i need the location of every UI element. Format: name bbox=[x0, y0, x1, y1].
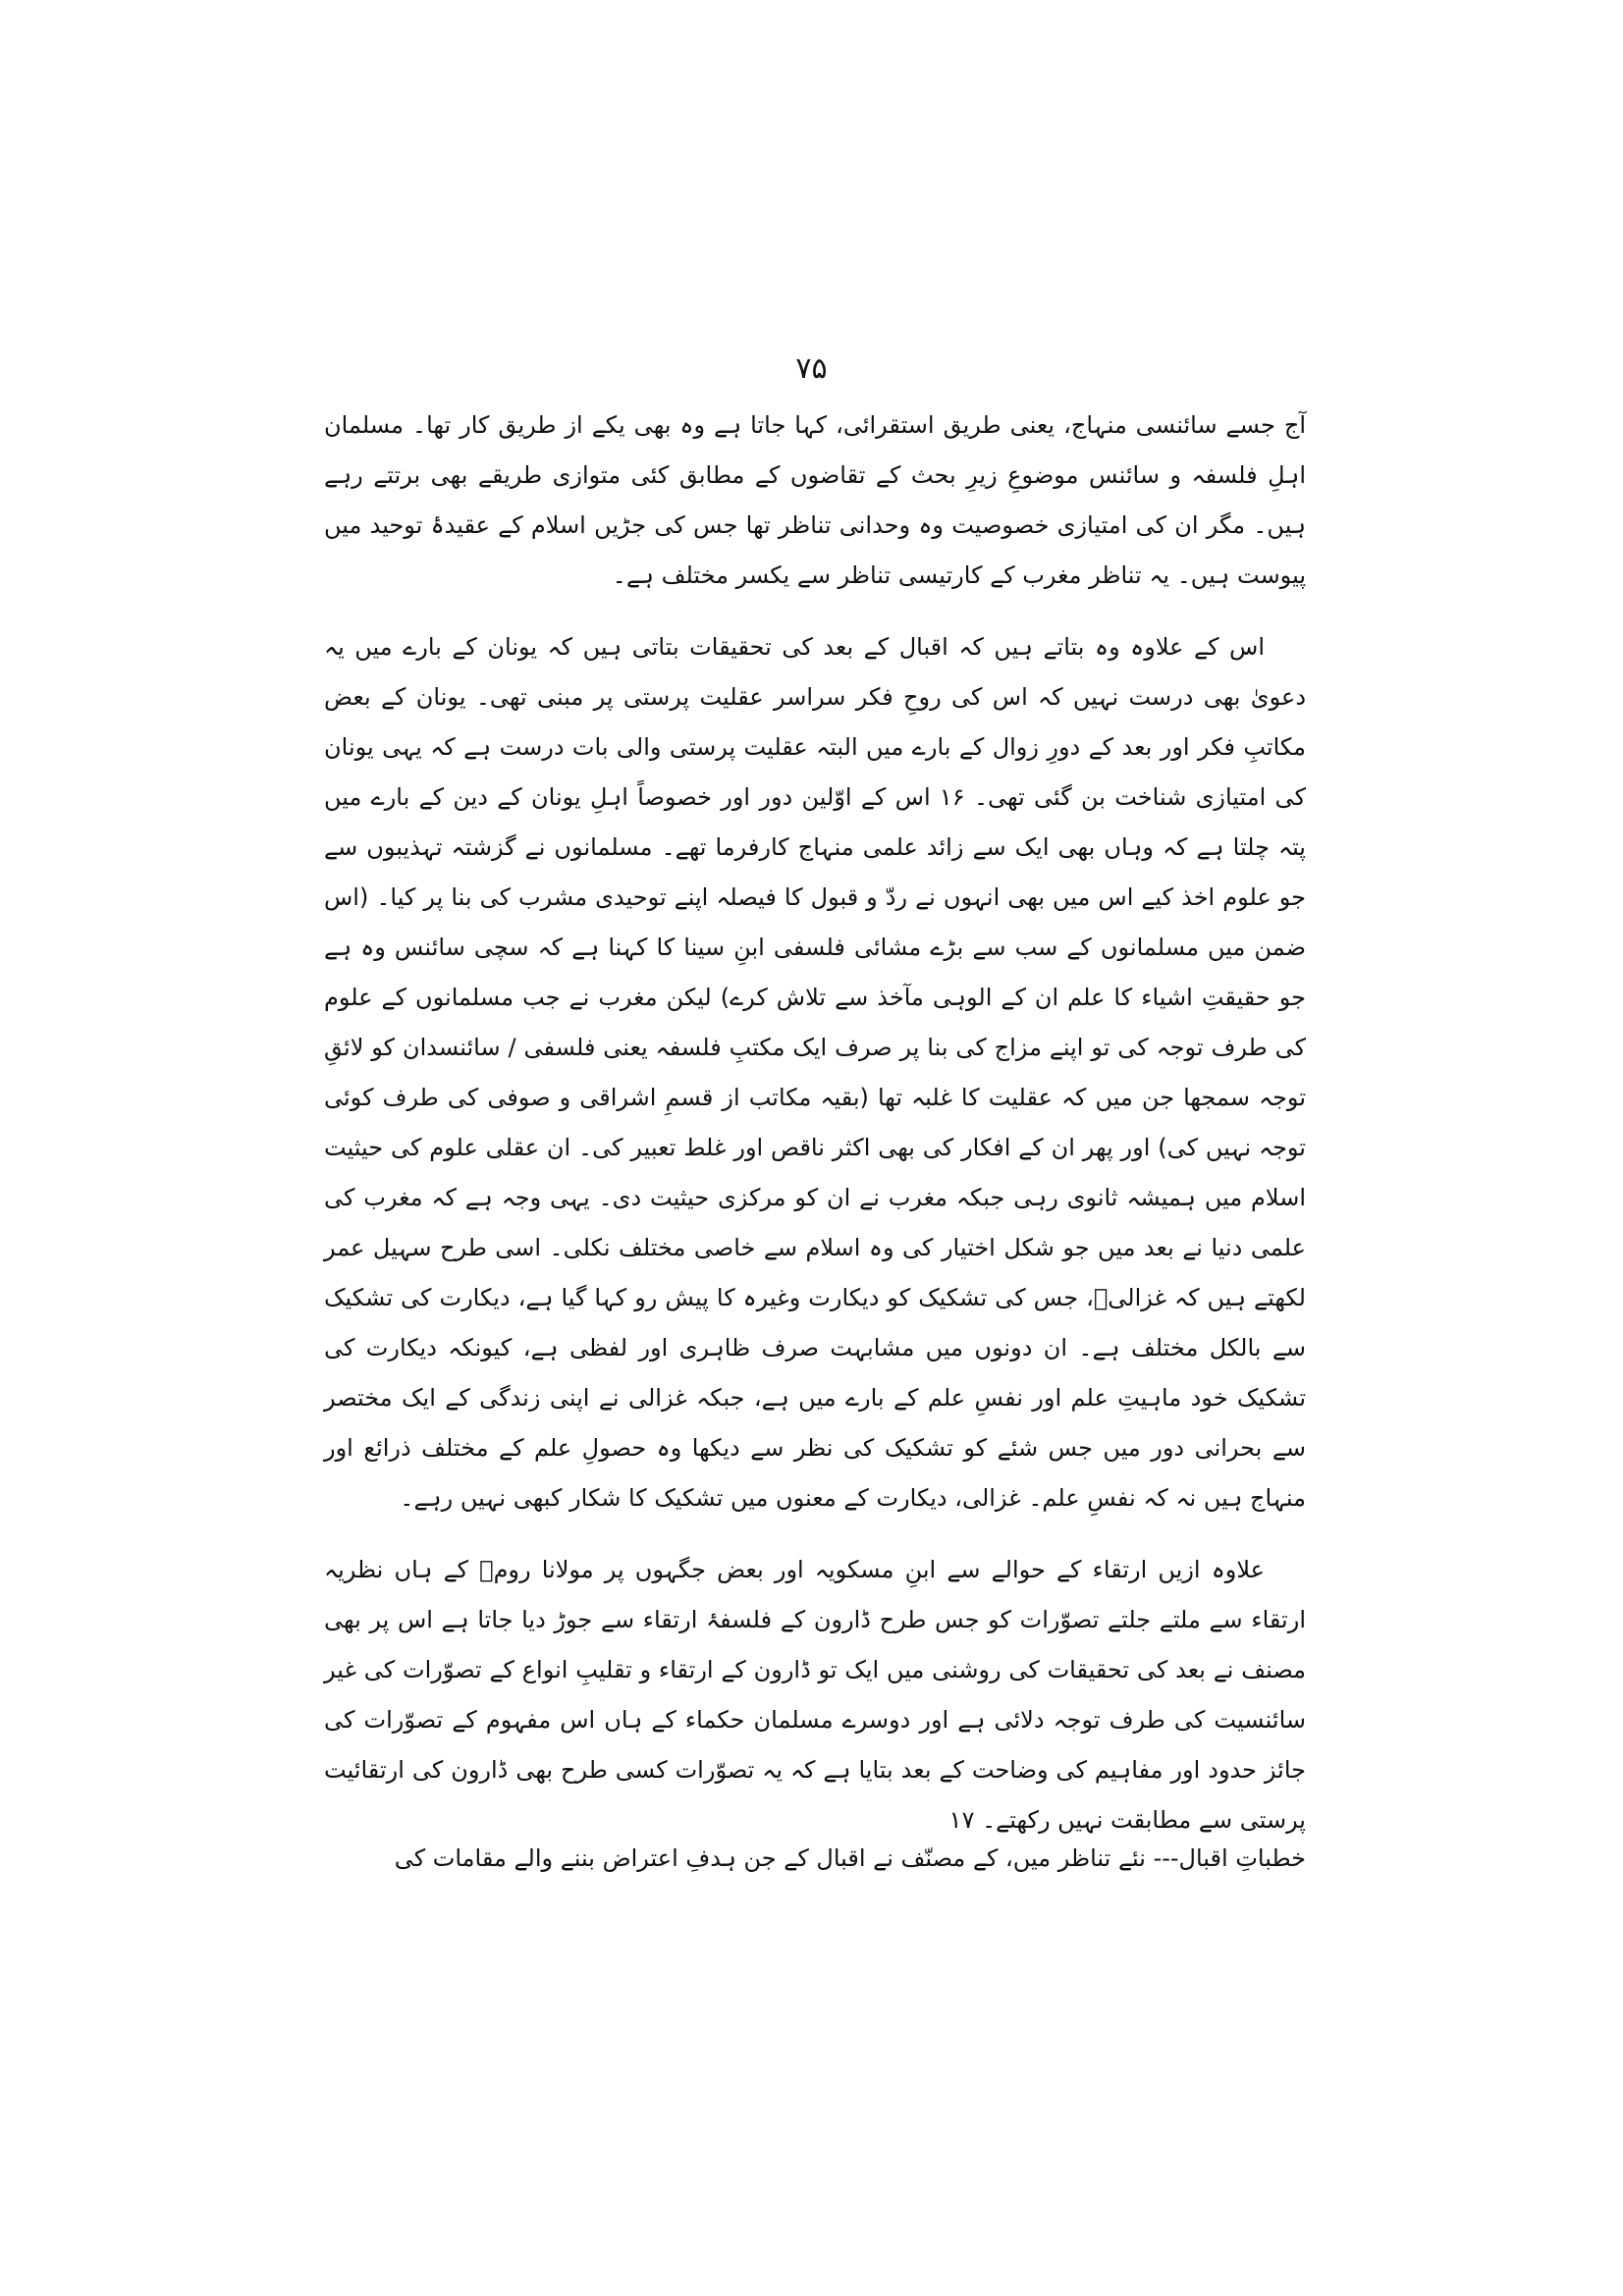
page-number: ۷۵ bbox=[795, 351, 828, 386]
body-text bbox=[324, 400, 1306, 1867]
paragraph-3: علاوہ ازیں ارتقاء کے حوالے سے ابنِ مسکویہ اور بعض جگہوں پر مولانا رومؒ کے ہاں نظریہ ارتقاء سے ملتے جلتے تصوّرات کو جس طرح ڈارون کے فلسفۂ ارتقاء سے جوڑ دیا جاتا ہے اس پر بھی مصنف نے بعد کی تحقیقات کی روشنی میں ایک تو ڈارون کے ارتقاء و تقلیبِ انواع کے تصوّرات کی غیر سائنسیت کی طرف توجہ دلائی ہے اور دوسرے مسلمان حکماء کے ہاں اس مفہوم کے تصوّرات کی جائز حدود اور مفاہیم کی وضاحت کے بعد بتایا ہے کہ یہ تصوّرات کسی طرح بھی ڈارون کی ارتقائیت پرستی سے مطابقت نہیں رکھتے۔ ۱۷ bbox=[324, 1556, 1306, 1834]
paragraph-4-start: خطباتِ اقبال--- نئے تناظر میں، کے مصنّف نے اقبال کے جن ہدفِ اعتراض بننے والے مقامات کی bbox=[394, 1844, 1306, 1872]
paragraph-2: اس کے علاوہ وہ بتاتے ہیں کہ اقبال کے بعد کی تحقیقات بتاتی ہیں کہ یونان کے بارے میں یہ دعویٰ بھی درست نہیں کہ اس کی روحِ فکر سراسر عقلیت پرستی پر مبنی تھی۔ یونان کے بعض مکاتبِ فکر اور بعد کے دورِ زوال کے بارے میں البتہ عقلیت پرستی والی بات درست ہے کہ یہی یونان کی امتیازی شناخت بن گئی تھی۔ ۱۶ اس کے اوّلین دور اور خصوصاً اہلِ یونان کے دین کے بارے میں پتہ چلتا ہے کہ وہاں بھی ایک سے زائد علمی منہاج کارفرما تھے۔ مسلمانوں نے گزشتہ تہذیبوں سے جو علوم اخذ کیے اس میں بھی انہوں نے ردّ و قبول کا فیصلہ اپنے توحیدی مشرب کی بنا پر کیا۔ (اس ضمن میں مسلمانوں کے سب سے بڑے مشائی فلسفی ابنِ سینا کا کہنا ہے کہ سچی سائنس وہ ہے جو حقیقتِ اشیاء کا علم ان کے الوہی مآخذ سے تلاش کرے) لیکن مغرب نے جب مسلمانوں کے علوم کی طرف توجہ کی تو اپنے مزاج کی بنا پر صرف ایک مکتبِ فلسفہ یعنی فلسفی / سائنسدان کو لائقِ توجہ سمجھا جن میں کہ عقلیت کا غلبہ تھا (بقیہ مکاتب از قسمِ اشراقی و صوفی کی طرف کوئی توجہ نہیں کی) اور پھر ان کے افکار کی بھی اکثر ناقص اور غلط تعبیر کی۔ ان عقلی علوم کی حیثیت اسلام میں ہمیشہ ثانوی رہی جبکہ مغرب نے ان کو مرکزی حیثیت دی۔ یہی وجہ ہے کہ مغرب کی علمی دنیا نے بعد میں جو شکل اختیار کی وہ اسلام سے خاصی مختلف نکلی۔ اسی طرح سہیل عمر لکھتے ہیں کہ غزالیؒ، جس کی تشکیک کو دیکارت وغیرہ کا پیش رو کہا گیا ہے، دیکارت کی تشکیک سے بالکل مختلف ہے۔ ان دونوں میں مشابہت صرف ظاہری اور لفظی ہے، کیونکہ دیکارت کی تشکیک خود ماہیتِ علم اور نفسِ علم کے بارے میں ہے، جبکہ غزالی نے اپنی زندگی کے ایک مختصر سے بحرانی دور میں جس شئے کو تشکیک کی نظر سے دیکھا وہ حصولِ علم کے مختلف ذرائع اور منہاج ہیں نہ کہ نفسِ علم۔ غزالی، دیکارت کے معنوں میں تشکیک کا شکار کبھی نہیں رہے۔ bbox=[324, 633, 1307, 1512]
paragraph-1: آج جسے سائنسی منہاج، یعنی طریق استقرائی، کہا جاتا ہے وہ بھی یکے از طریق کار تھا۔ مسلمان اہلِ فلسفہ و سائنس موضوعِ زیرِ بحث کے تقاضوں کے مطابق کئی متوازی طریقے بھی برتتے رہے ہیں۔ مگر ان کی امتیازی خصوصیت وہ وحدانی تناظر تھا جس کی جڑیں اسلام کے عقیدۂ توحید میں پیوست ہیں۔ یہ تناظر مغرب کے کارتیسی تناظر سے یکسر مختلف ہے۔ bbox=[324, 411, 1306, 589]
